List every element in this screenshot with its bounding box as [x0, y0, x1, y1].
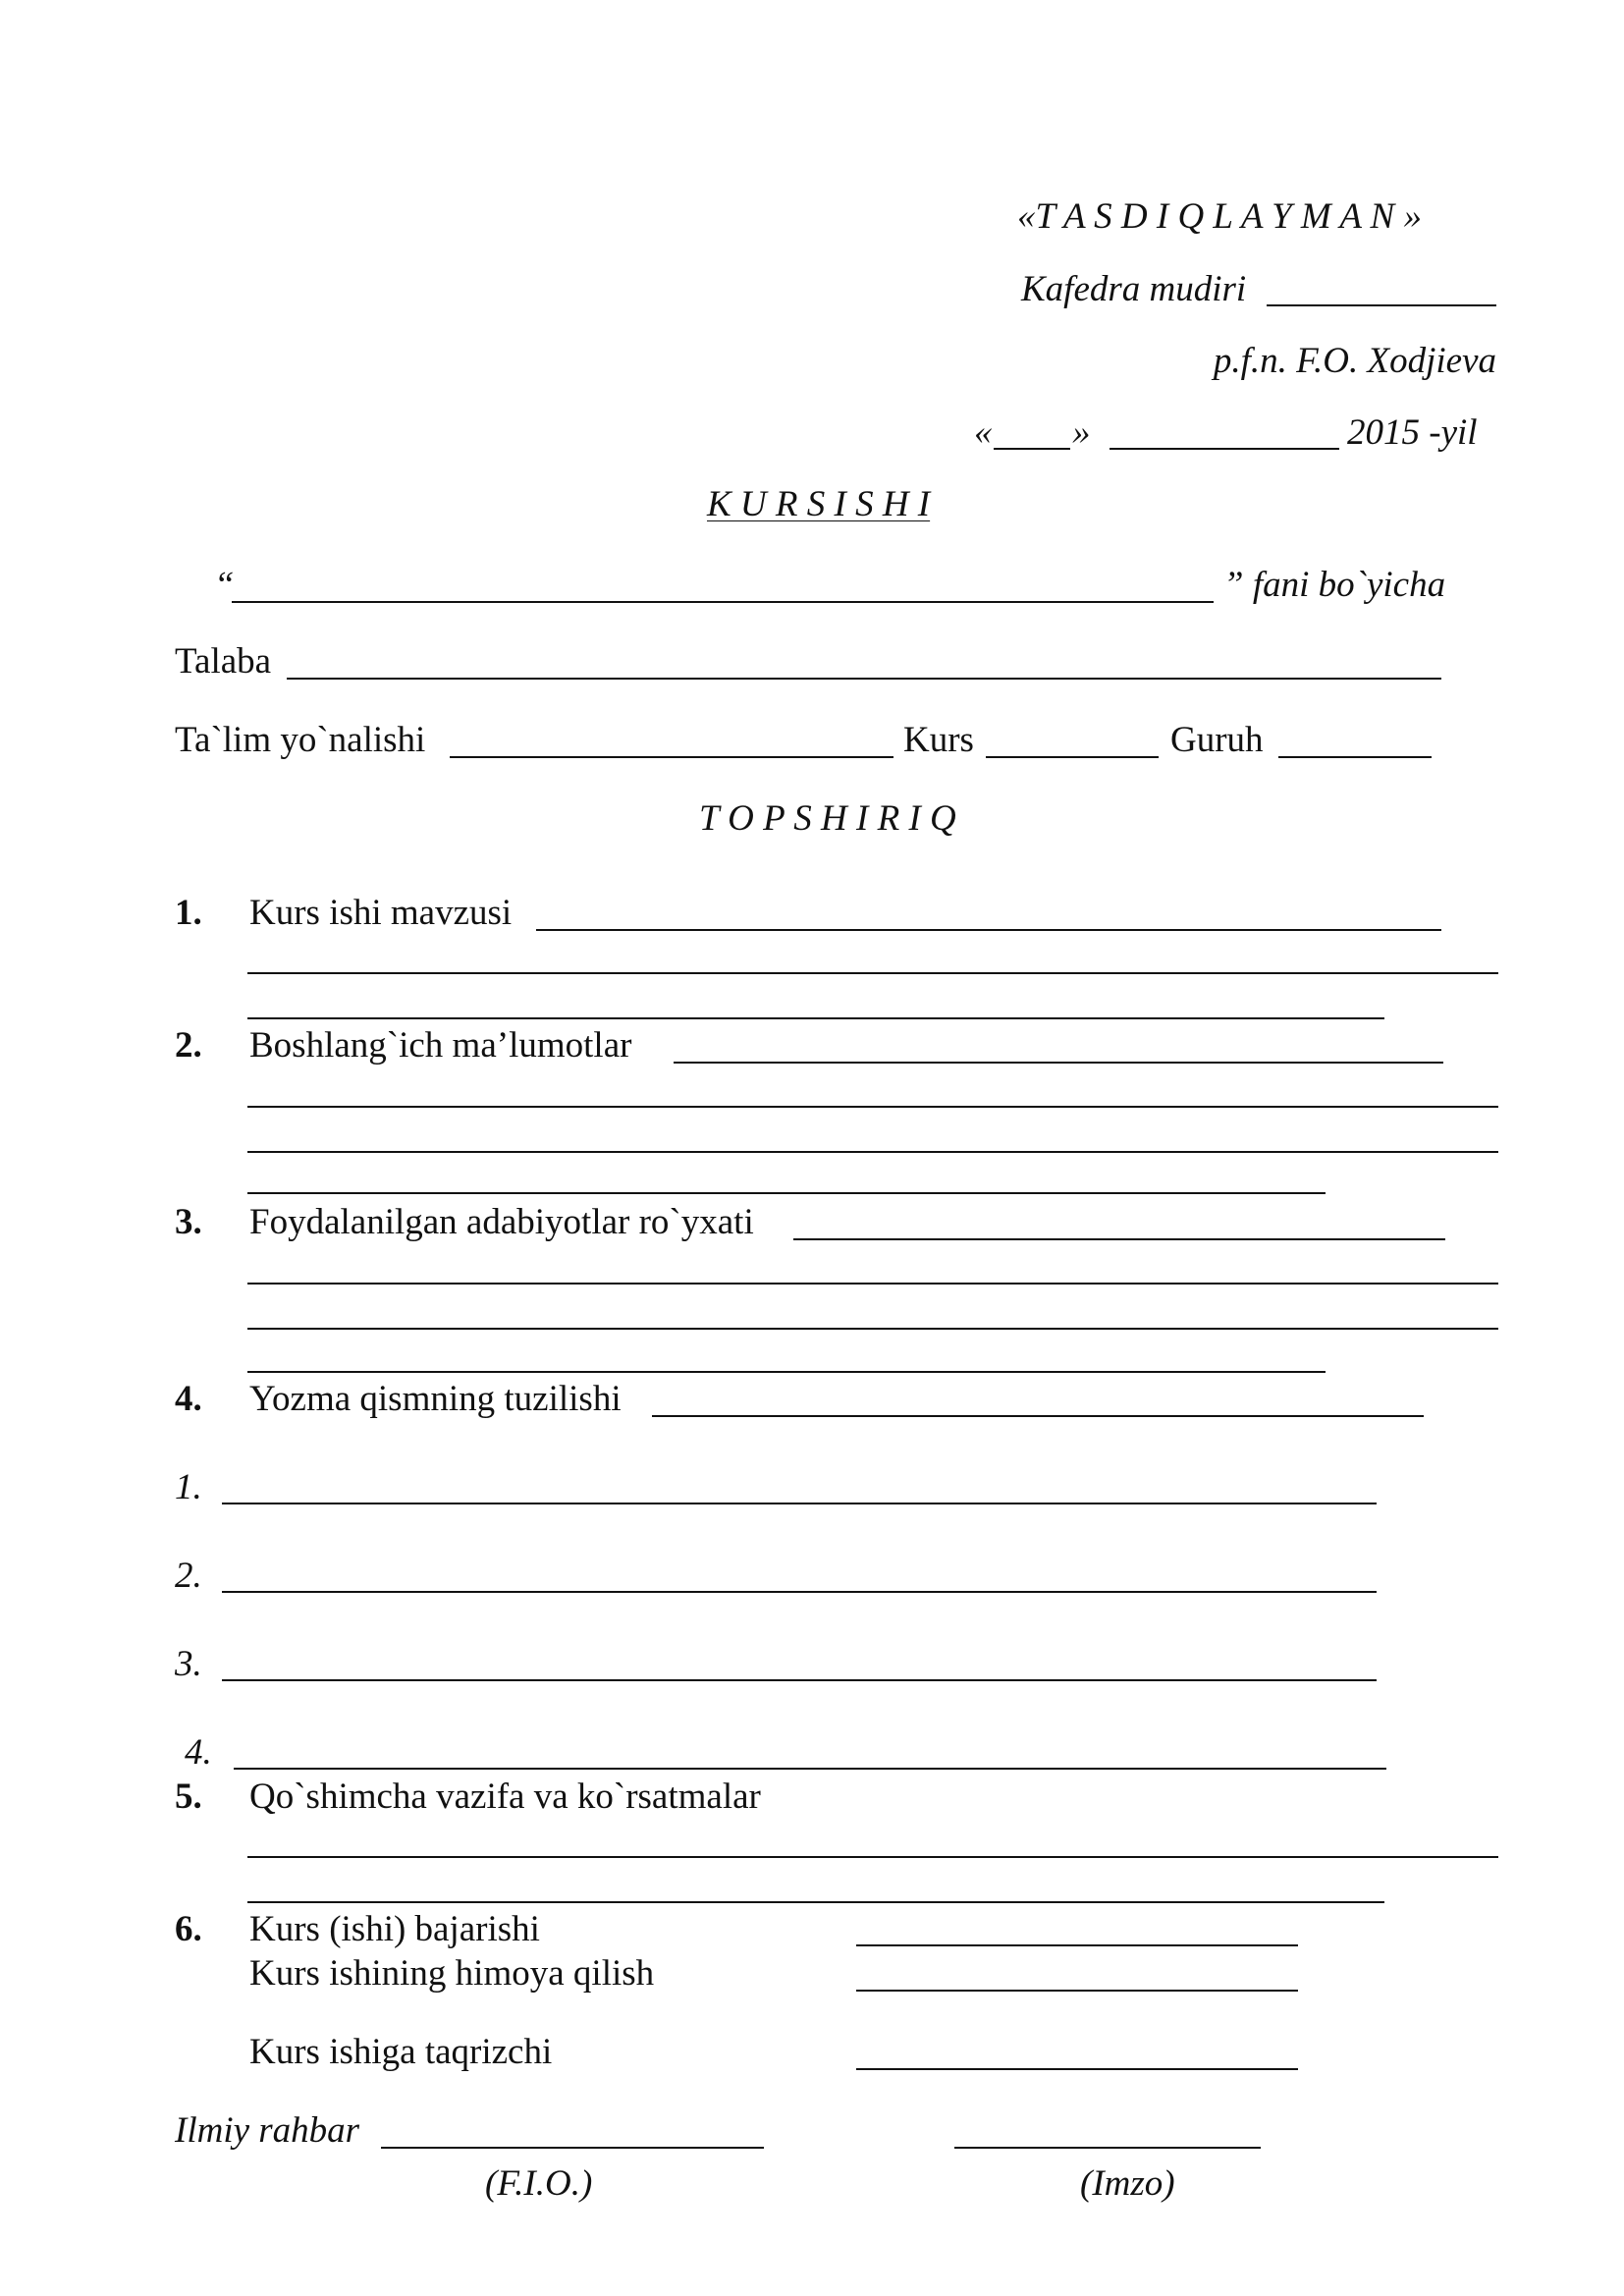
item-label-execution: Kurs (ishi) bajarishi — [249, 1909, 540, 1949]
additional-line[interactable] — [247, 1901, 1384, 1903]
head-signature-line[interactable] — [1267, 304, 1496, 306]
student-label: Talaba — [175, 641, 272, 682]
sub-item-line[interactable] — [222, 1503, 1377, 1504]
student-line[interactable] — [287, 678, 1441, 680]
reviewer-label: Kurs ishiga taqrizchi — [249, 2032, 553, 2072]
signature-caption: (Imzo) — [1080, 2163, 1175, 2204]
item-label-references: Foydalanilgan adabiyotlar ro`yxati — [249, 1202, 754, 1242]
item-number: 3. — [175, 1202, 202, 1242]
assignment-title: T O P S H I R I Q — [699, 798, 956, 839]
direction-line[interactable] — [450, 756, 893, 758]
item-label-topic: Kurs ishi mavzusi — [249, 893, 513, 933]
date-close-quote: » — [1072, 412, 1091, 453]
sub-item-number: 4. — [185, 1732, 212, 1773]
sub-item-number: 3. — [175, 1644, 202, 1684]
sub-item-number: 2. — [175, 1556, 202, 1596]
initial-data-line[interactable] — [674, 1062, 1443, 1064]
head-name: p.f.n. F.O. Xodjieva — [1213, 341, 1496, 381]
date-month-line[interactable] — [1110, 448, 1339, 450]
date-year: 2015 -yil — [1347, 412, 1478, 453]
references-line[interactable] — [247, 1328, 1498, 1330]
date-day-line[interactable] — [994, 448, 1070, 450]
topic-line[interactable] — [247, 1017, 1384, 1019]
defense-date-line[interactable] — [856, 1990, 1298, 1992]
item-number: 4. — [175, 1379, 202, 1419]
topic-line[interactable] — [536, 929, 1441, 931]
defense-label: Kurs ishining himoya qilish — [249, 1953, 655, 1994]
item-label-initial-data: Boshlang`ich ma’lumotlar — [249, 1025, 632, 1066]
item-number: 2. — [175, 1025, 202, 1066]
sub-item-line[interactable] — [222, 1591, 1377, 1593]
structure-line[interactable] — [652, 1415, 1424, 1417]
approval-heading: «T A S D I Q L A Y M A N » — [1017, 196, 1422, 237]
item-number: 1. — [175, 893, 202, 933]
initial-data-line[interactable] — [247, 1106, 1498, 1108]
direction-label: Ta`lim yo`nalishi — [175, 720, 426, 760]
supervisor-signature-line[interactable] — [954, 2147, 1261, 2149]
additional-line[interactable] — [247, 1856, 1498, 1858]
fio-caption: (F.I.O.) — [485, 2163, 593, 2204]
sub-item-number: 1. — [175, 1467, 202, 1507]
item-number: 6. — [175, 1909, 202, 1949]
supervisor-name-line[interactable] — [381, 2147, 764, 2149]
head-of-department-label: Kafedra mudiri — [1021, 269, 1247, 309]
sub-item-line[interactable] — [234, 1768, 1386, 1770]
references-line[interactable] — [793, 1238, 1445, 1240]
references-line[interactable] — [247, 1371, 1326, 1373]
item-number: 5. — [175, 1777, 202, 1817]
sub-item-line[interactable] — [222, 1679, 1377, 1681]
supervisor-label: Ilmiy rahbar — [175, 2110, 360, 2151]
subject-line[interactable] — [232, 601, 1214, 603]
course-label: Kurs — [903, 720, 974, 760]
item-label-structure: Yozma qismning tuzilishi — [249, 1379, 622, 1419]
document-title: K U R S I S H I — [707, 484, 931, 524]
initial-data-line[interactable] — [247, 1151, 1498, 1153]
initial-data-line[interactable] — [247, 1192, 1326, 1194]
group-label: Guruh — [1170, 720, 1264, 760]
subject-suffix: ” fani bo`yicha — [1223, 565, 1446, 605]
course-line[interactable] — [986, 756, 1159, 758]
item-label-additional: Qo`shimcha vazifa va ko`rsatmalar — [249, 1777, 761, 1817]
group-line[interactable] — [1278, 756, 1432, 758]
references-line[interactable] — [247, 1283, 1498, 1285]
execution-date-line[interactable] — [856, 1944, 1298, 1946]
reviewer-line[interactable] — [856, 2068, 1298, 2070]
date-open-quote: « — [974, 412, 993, 453]
subject-open-quote: “ — [214, 565, 235, 605]
topic-line[interactable] — [247, 972, 1498, 974]
